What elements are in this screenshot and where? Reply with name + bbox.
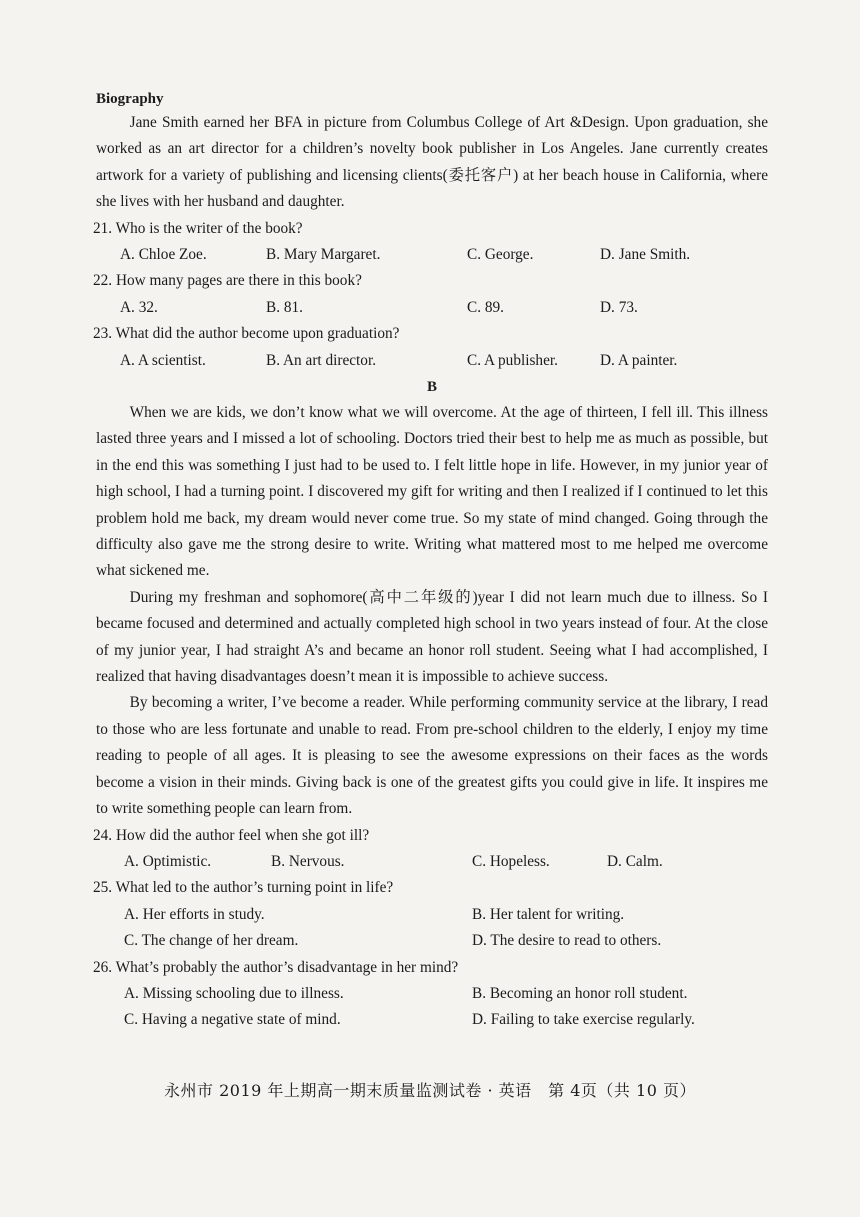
option-b: B. 81. <box>266 298 303 316</box>
option-b: B. Nervous. <box>271 852 345 870</box>
question-21 <box>93 216 768 269</box>
option-c: C. 89. <box>467 298 504 316</box>
options-row <box>96 242 768 268</box>
question-text: 26. What’s probably the author’s disadvantage in her mind? <box>93 958 459 976</box>
option-c: C. George. <box>467 246 534 264</box>
option-d: D. A painter. <box>600 351 678 369</box>
option-d: D. Failing to take exercise regularly. <box>472 1011 695 1029</box>
option-c: C. The change of her dream. <box>124 932 299 950</box>
biography-paragraph: Jane Smith earned her BFA in picture from Columbus College of Art &Design. Upon graduation, she worked as an art director for a children’s novelty book publisher in Los Angeles. Jane currently creates artwork for a variety of publishing and licensing clients(委托客户) at her beach house in California, where she lives with her husband and daughter. <box>96 114 768 211</box>
passage-b-paragraph-2: During my freshman and sophomore(高中二年级的)year I did not learn much due to illness. So I became focused and determined and actually completed high school in two years instead of four. At the close of my junior year, I had straight A’s and became an honor roll student. Seeing what I had accomplished, I realized that having disadvantages doesn’t mean it is impossible to achieve success. <box>96 588 768 686</box>
options-row <box>96 981 768 1007</box>
option-d: D. Calm. <box>607 852 663 870</box>
options-row <box>96 928 768 954</box>
option-a: A. A scientist. <box>120 351 206 369</box>
option-b: B. Mary Margaret. <box>266 246 381 264</box>
question-text: 25. What led to the author’s turning point in life? <box>93 879 394 897</box>
option-a: A. Optimistic. <box>124 852 212 870</box>
option-b: B. Her talent for writing. <box>472 905 625 923</box>
question-25 <box>93 875 768 954</box>
question-23 <box>93 321 768 374</box>
options-row <box>96 849 768 875</box>
section-b-label: B <box>426 379 437 396</box>
option-c: C. Hopeless. <box>472 852 550 870</box>
question-text: 23. What did the author become upon graduation? <box>93 325 400 343</box>
passage-b-paragraph-1: When we are kids, we don’t know what we will overcome. At the age of thirteen, I fell ill. This illness lasted three years and I missed a lot of schooling. Doctors tried their best to help me as much as possible, but in the end this was something I just had to be used to. I felt little hope in life. However, in my junior year of high school, I had a turning point. I discovered my gift for writing and then I realized if I continued to let this problem hold me back, my dream would never come true. So my state of mind changed. Going through the difficulty also gave me the strong desire to write. Writing what mattered most to me helped me overcome what sickened me. <box>96 404 768 580</box>
page-footer: 永州市 2019 年上期高一期末质量监测试卷 · 英语 第 4页（共 10 页） <box>164 1081 696 1100</box>
option-a: A. Her efforts in study. <box>124 905 265 923</box>
option-d: D. Jane Smith. <box>600 246 691 264</box>
exam-page <box>93 88 768 1034</box>
option-d: D. 73. <box>600 298 638 316</box>
options-row <box>96 902 768 928</box>
question-26 <box>93 955 768 1034</box>
option-d: D. The desire to read to others. <box>472 932 662 950</box>
option-b: B. An art director. <box>266 351 377 369</box>
option-a: A. Missing schooling due to illness. <box>124 984 344 1002</box>
biography-heading: Biography <box>96 91 164 107</box>
options-row <box>96 1007 768 1033</box>
passage-b-paragraph-3: By becoming a writer, I’ve become a reader. While performing community service at the library, I read to those who are less fortunate and unable to read. From pre-school children to the elderly, I enjoy my time reading to people of all ages. It is pleasing to see the awesome expressions on their faces as the words become a vision in their minds. Giving back is one of the greatest gifts you could give in life. It inspires me to write something people can learn from. <box>96 694 768 818</box>
question-24 <box>93 823 768 876</box>
question-text: 24. How did the author feel when she got ill? <box>93 826 370 844</box>
question-text: 22. How many pages are there in this book? <box>93 272 362 290</box>
option-c: C. A publisher. <box>467 351 558 369</box>
options-row <box>96 295 768 321</box>
question-22 <box>93 268 768 321</box>
option-c: C. Having a negative state of mind. <box>124 1011 341 1029</box>
option-a: A. Chloe Zoe. <box>120 246 207 264</box>
options-row <box>96 348 768 374</box>
option-a: A. 32. <box>120 298 158 316</box>
option-b: B. Becoming an honor roll student. <box>472 984 688 1002</box>
question-text: 21. Who is the writer of the book? <box>93 219 303 237</box>
